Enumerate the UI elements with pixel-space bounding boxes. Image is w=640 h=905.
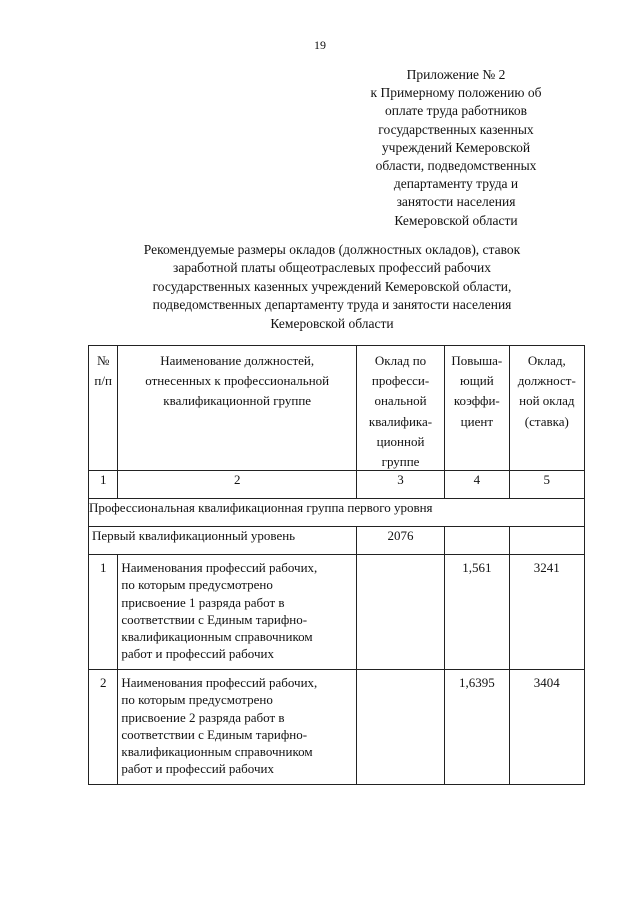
header-cell-coefficient: [445, 346, 510, 471]
document-title: [88, 241, 576, 333]
appendix-line: учреждений Кемеровской: [381, 139, 531, 155]
empty-cell: [445, 527, 510, 555]
header-text: (ставка): [524, 413, 569, 429]
header-cell-salary: [509, 346, 584, 471]
salary-cell: 3241: [509, 555, 584, 670]
column-number: 5: [509, 471, 584, 499]
appendix-line: занятости населения: [396, 194, 516, 210]
profession-name: [118, 555, 357, 670]
title-line: подведомственных департаменту труда и занятости населения: [152, 297, 512, 313]
appendix-line: Кемеровской области: [394, 212, 518, 228]
page-number: 19: [314, 38, 326, 52]
column-number: 2: [118, 471, 357, 499]
level-salary: 2076: [357, 527, 445, 555]
coefficient-cell: 1,6395: [445, 670, 510, 785]
appendix-line: области, подведомственных: [375, 158, 537, 174]
header-cell-position-name: [118, 346, 357, 471]
column-number: 1: [89, 471, 118, 499]
title-line: Рекомендуемые размеры окладов (должностных окладов), ставок: [143, 242, 521, 257]
header-text: ющий: [460, 373, 494, 389]
header-cell-number: [89, 346, 118, 471]
title-line: государственных казенных учреждений Кемеровской области,: [152, 278, 512, 294]
header-text: коэффи-: [453, 393, 500, 409]
title-line: Кемеровской области: [270, 315, 394, 331]
profession-name-line: квалификационным справочником: [121, 744, 313, 760]
profession-name-line: работ и профессий рабочих: [121, 761, 274, 777]
appendix-line: Приложение № 2: [406, 67, 506, 82]
profession-name-line: по которым предусмотрено: [121, 692, 273, 708]
profession-name-line: присвоение 1 разряда работ в: [121, 594, 285, 610]
header-text: п/п: [94, 373, 112, 389]
base-salary-cell: [357, 555, 445, 670]
profession-name-line: соответствии с Единым тарифно-: [121, 726, 308, 742]
header-text: Оклад,: [527, 353, 566, 368]
header-text: професси-: [371, 373, 430, 389]
appendix-line: департаменту труда и: [393, 176, 519, 192]
column-number-row: [89, 471, 585, 499]
profession-name: [118, 670, 357, 785]
header-cell-group-salary: [357, 346, 445, 471]
group-title: Профессиональная квалификационная группа первого уровня: [89, 499, 585, 527]
level-label: Первый квалификационный уровень: [89, 527, 357, 555]
profession-name-line: работ и профессий рабочих: [121, 646, 274, 662]
column-number: 3: [357, 471, 445, 499]
table-header-row: [89, 346, 585, 471]
table-row: [89, 670, 585, 785]
salary-cell: 3404: [509, 670, 584, 785]
table-row: [89, 555, 585, 670]
header-text: должност-: [517, 373, 576, 389]
salary-table: [88, 345, 585, 785]
header-text: Повыша-: [451, 353, 503, 368]
appendix-line: оплате труда работников: [385, 103, 527, 119]
profession-name-line: по которым предусмотрено: [121, 577, 273, 593]
title-line: заработной платы общеотраслевых профессий рабочих: [173, 260, 491, 276]
level-row: [89, 527, 585, 555]
appendix-line: государственных казенных: [378, 121, 534, 137]
header-text: Оклад по: [374, 353, 427, 368]
appendix-heading: [330, 66, 582, 230]
coefficient-cell: 1,561: [445, 555, 510, 670]
header-text: циент: [460, 413, 493, 429]
header-text: квалификационной группе: [163, 393, 312, 409]
profession-name-line: Наименования профессий рабочих,: [121, 675, 318, 691]
row-number: 2: [89, 670, 118, 785]
profession-name-line: соответствии с Единым тарифно-: [121, 611, 308, 627]
base-salary-cell: [357, 670, 445, 785]
column-number: 4: [445, 471, 510, 499]
header-text: №: [96, 353, 110, 368]
appendix-line: к Примерному положению об: [370, 85, 542, 101]
header-text: Наименование должностей,: [160, 353, 315, 368]
row-number: 1: [89, 555, 118, 670]
profession-name-line: Наименования профессий рабочих,: [121, 560, 318, 576]
empty-cell: [509, 527, 584, 555]
header-text: ной оклад: [519, 393, 575, 409]
header-text: квалифика-: [368, 413, 433, 429]
header-text: ональной: [374, 393, 427, 409]
header-text: отнесенных к профессиональной: [145, 373, 330, 389]
header-text: группе: [381, 454, 420, 470]
header-text: ционной: [376, 433, 425, 449]
group-row: [89, 499, 585, 527]
profession-name-line: квалификационным справочником: [121, 629, 313, 645]
profession-name-line: присвоение 2 разряда работ в: [121, 709, 285, 725]
